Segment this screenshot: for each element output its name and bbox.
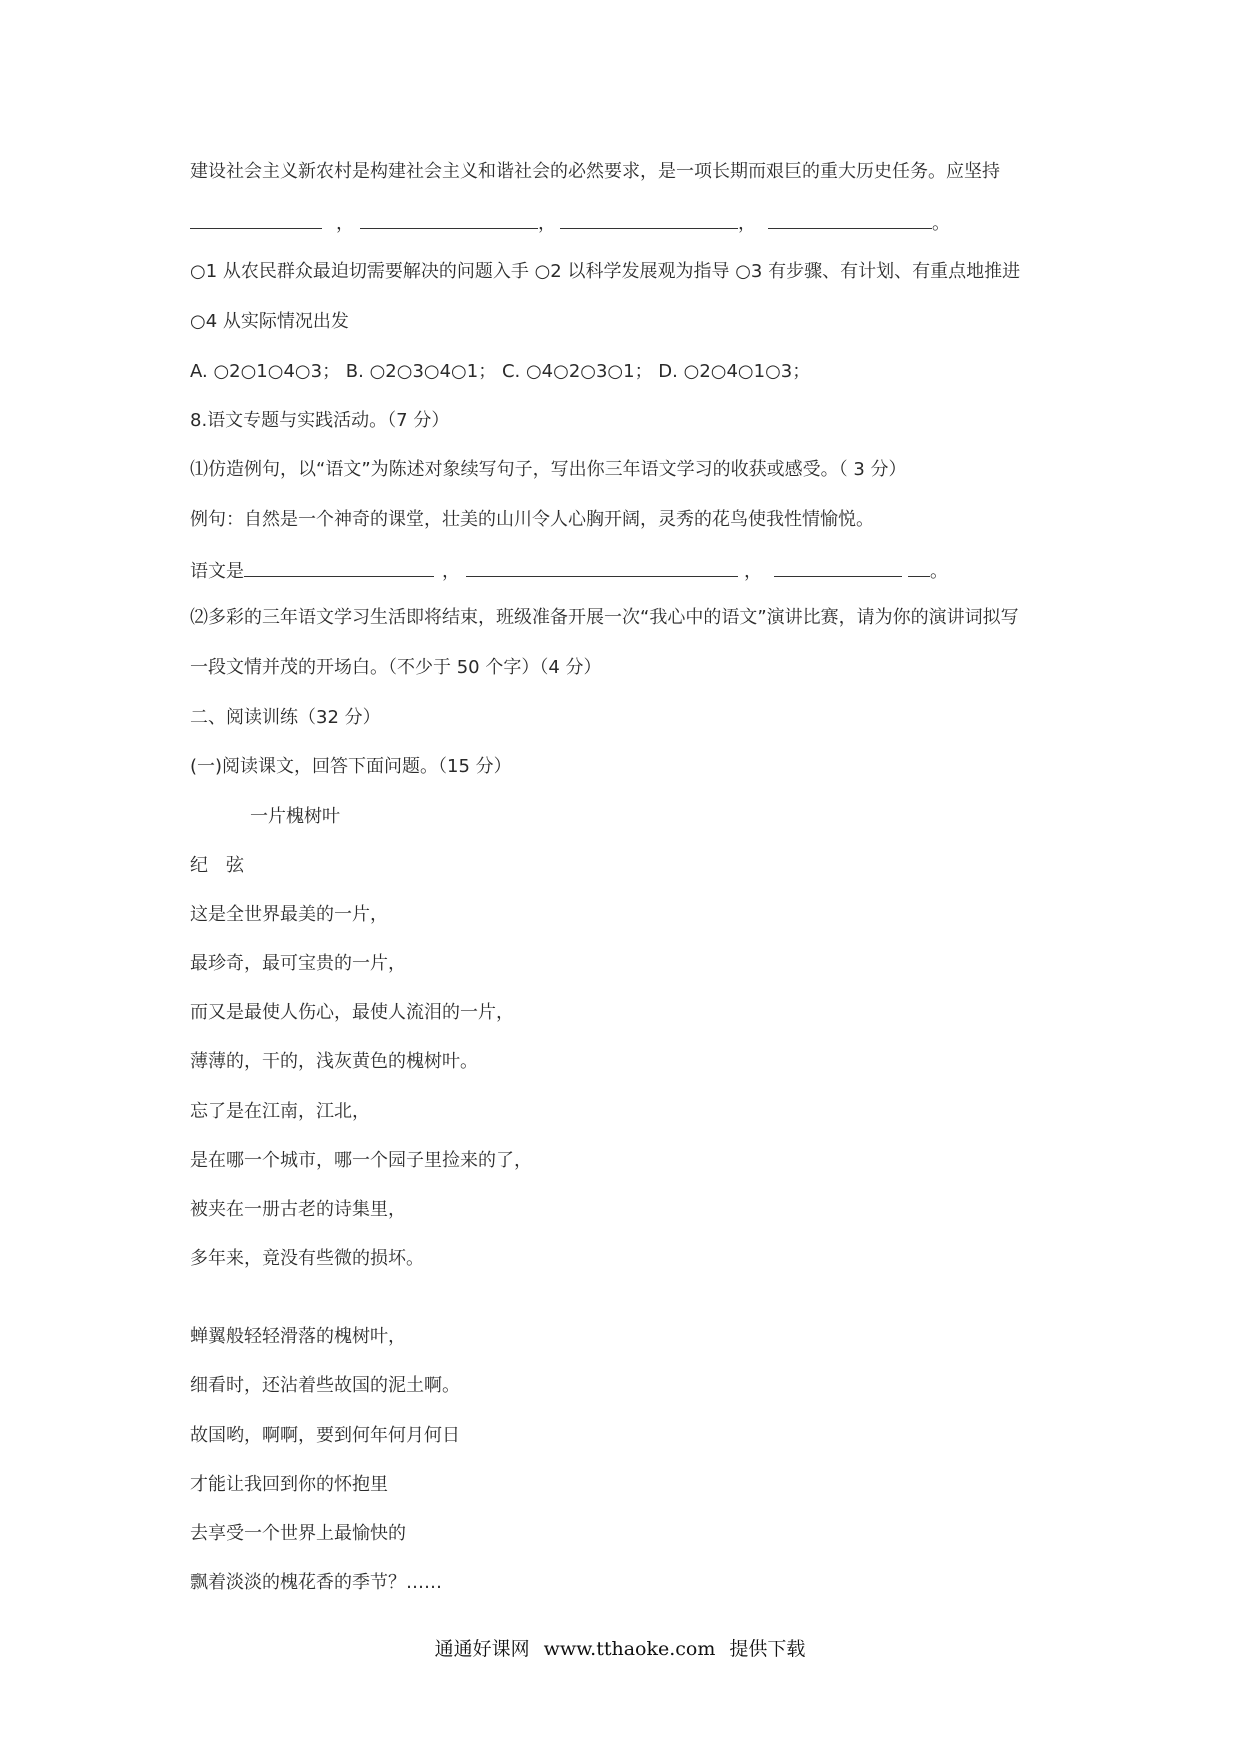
section-2-sub-1: (一)阅读课文，回答下面问题。（15 分）	[190, 756, 512, 777]
poem-line: 这是全世界最美的一片，	[190, 904, 388, 925]
section-2-title: 二、阅读训练（32 分）	[190, 707, 381, 728]
poem-line: 被夹在一册古老的诗集里，	[190, 1199, 406, 1220]
poem-line: 故国哟，啊啊，要到何年何月何日	[190, 1425, 460, 1446]
q7-answer-choices: A. ○2○1○4○3； B. ○2○3○4○1； C. ○4○2○3○1； D. ○2○4○1○3；	[190, 361, 811, 382]
q8-blank-2[interactable]	[466, 558, 738, 577]
q8-blank-4[interactable]	[908, 558, 930, 577]
q8-part-2-line-1: ⑵多彩的三年语文学习生活即将结束，班级准备开展一次“我心中的语文”演讲比赛，请为你的演讲词拟写	[190, 607, 1019, 628]
q8-fill-line	[190, 558, 948, 584]
q7-blanks	[190, 210, 950, 236]
footer-site-name: 通通好课网	[434, 1638, 530, 1660]
poem-line: 忘了是在江南，江北，	[190, 1101, 370, 1122]
q8-part-2-line-2: 一段文情并茂的开场白。（不少于 50 个字）（4 分）	[190, 657, 602, 678]
poem-line: 最珍奇，最可宝贵的一片，	[190, 953, 406, 974]
footer-action: 提供下载	[729, 1638, 806, 1660]
q7-end: 。	[932, 213, 950, 234]
q8-fill-prefix: 语文是	[190, 561, 244, 582]
page-footer	[0, 1634, 1240, 1661]
poem-line: 是在哪一个城市，哪一个园子里捡来的了，	[190, 1150, 532, 1171]
poem-line: 薄薄的，干的，浅灰黄色的槐树叶。	[190, 1051, 478, 1072]
poem-line: 蝉翼般轻轻滑落的槐树叶，	[190, 1326, 406, 1347]
q8-blank-1[interactable]	[244, 558, 434, 577]
q8-part-1: ⑴仿造例句，以“语文”为陈述对象续写句子，写出你三年语文学习的收获或感受。（ 3 分）	[190, 459, 907, 480]
q7-comma-3: ，	[738, 213, 756, 234]
q8-comma-1: ，	[442, 561, 460, 582]
q7-options-line-1: ○1 从农民群众最迫切需要解决的问题入手 ○2 以科学发展观为指导 ○3 有步骤、有计划、有重点地推进	[190, 261, 1021, 282]
q7-options-line-2: ○4 从实际情况出发	[190, 311, 349, 332]
poem-line: 多年来，竟没有些微的损坏。	[190, 1248, 424, 1269]
poem-line: 细看时，还沾着些故国的泥土啊。	[190, 1375, 460, 1396]
q8-blank-3[interactable]	[774, 558, 902, 577]
q8-title: 8.语文专题与实践活动。（7 分）	[190, 410, 450, 431]
poem-line: 而又是最使人伤心，最使人流泪的一片，	[190, 1002, 514, 1023]
q8-end: 。	[930, 561, 948, 582]
q7-comma-2: ，	[538, 213, 556, 234]
poem-line: 去享受一个世界上最愉快的	[190, 1523, 406, 1544]
poem-author: 纪 弦	[190, 855, 244, 876]
q8-comma-2: ，	[744, 561, 762, 582]
q7-blank-4[interactable]	[768, 210, 932, 229]
q8-example: 例句：自然是一个神奇的课堂，壮美的山川令人心胸开阔，灵秀的花鸟使我性情愉悦。	[190, 509, 874, 530]
q7-blank-1[interactable]	[190, 210, 322, 229]
footer-url-link[interactable]: www.tthaoke.com	[543, 1638, 716, 1660]
poem-line: 飘着淡淡的槐花香的季节？……	[190, 1572, 442, 1593]
q7-stem: 建设社会主义新农村是构建社会主义和谐社会的必然要求，是一项长期而艰巨的重大历史任务。应坚持	[190, 161, 1000, 182]
q7-comma-1: ，	[336, 213, 354, 234]
q7-blank-3[interactable]	[560, 210, 738, 229]
poem-line: 才能让我回到你的怀抱里	[190, 1474, 388, 1495]
poem-title: 一片槐树叶	[250, 806, 340, 827]
q7-blank-2[interactable]	[360, 210, 538, 229]
